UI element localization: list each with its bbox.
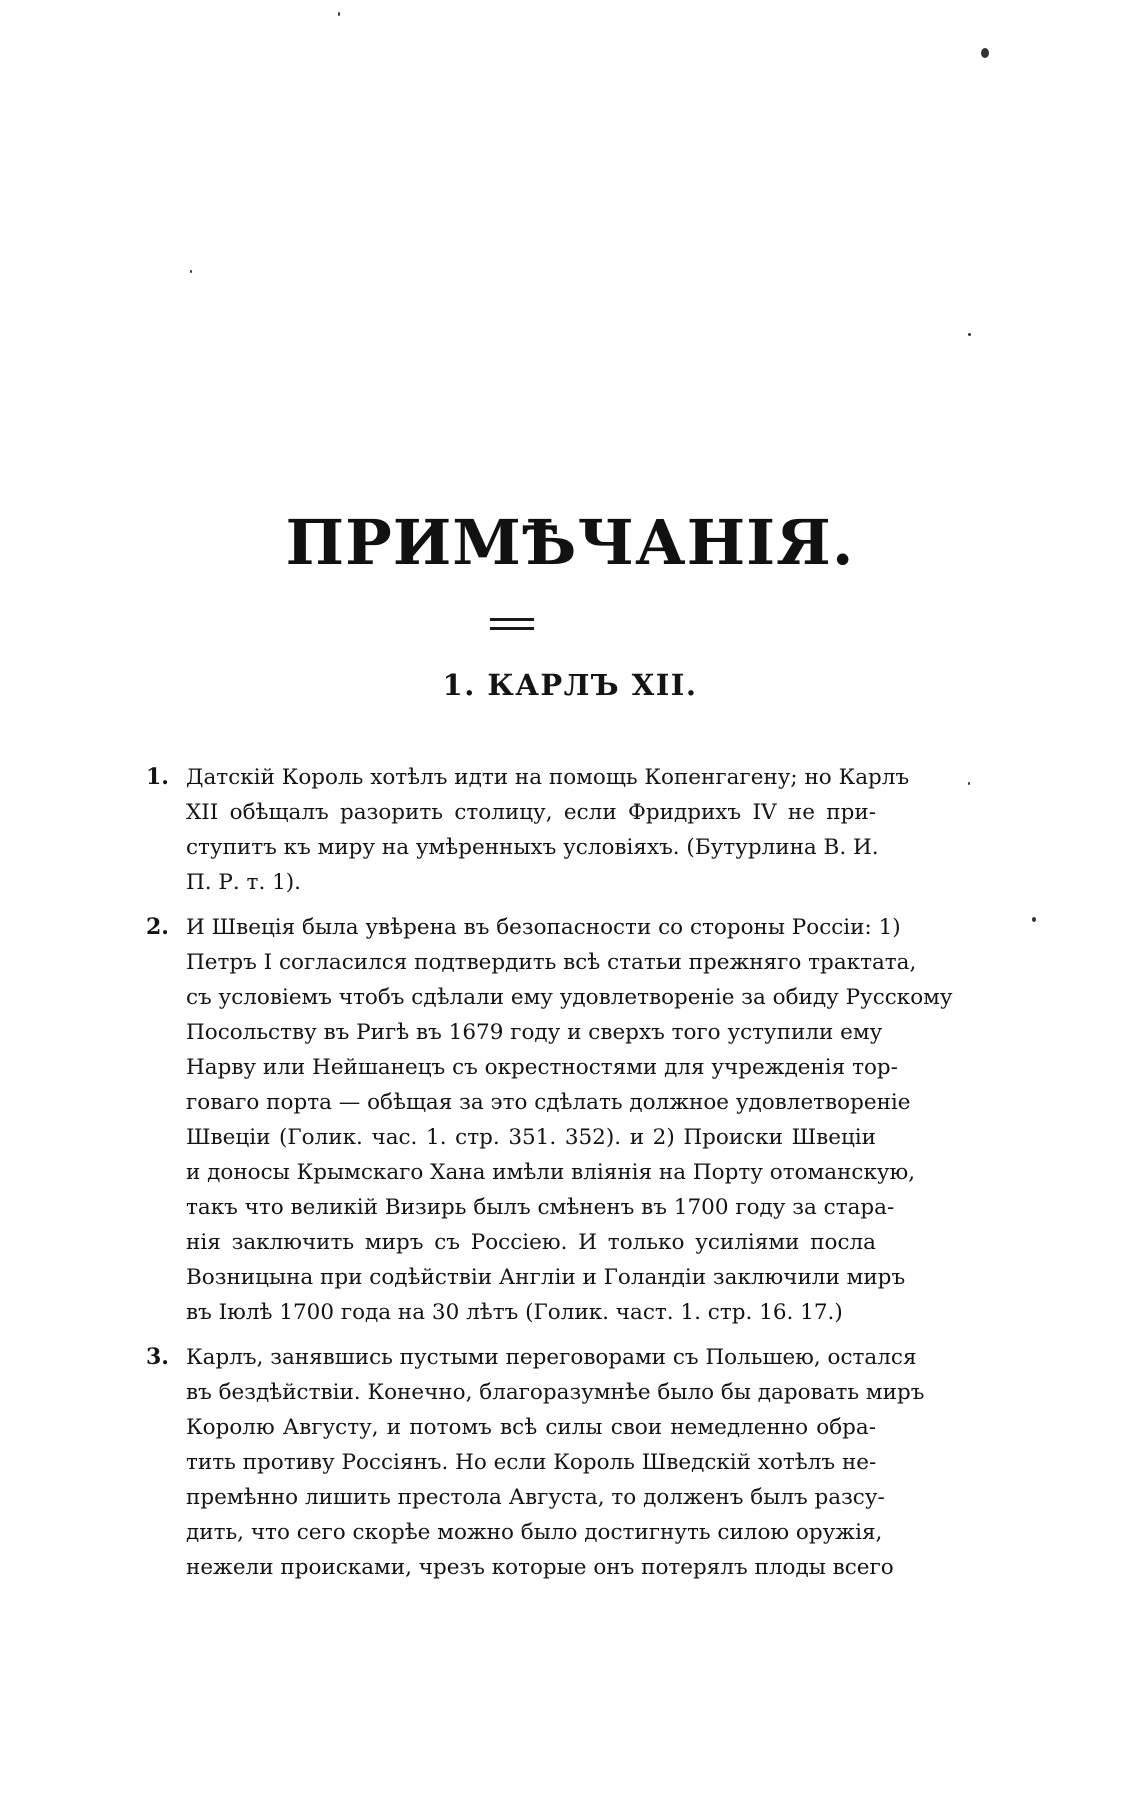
scan-speck bbox=[981, 48, 989, 58]
notes-list bbox=[146, 760, 953, 1595]
section-heading: 1. КАРЛЪ XII. bbox=[442, 668, 698, 702]
note-line: говаго порта — обѣщая за это сдѣлать должное удовлетвореніе bbox=[186, 1090, 911, 1115]
scan-speck bbox=[968, 333, 971, 336]
note-line: нежели происками, чрезъ которые онъ потерялъ плоды всего bbox=[186, 1555, 894, 1580]
note-line: Нарву или Нейшанецъ съ окрестностями для учрежденія тор- bbox=[186, 1055, 898, 1080]
scan-speck bbox=[968, 782, 970, 785]
double-rule-divider bbox=[490, 618, 534, 630]
note-1 bbox=[146, 760, 910, 900]
note-line: Петръ I согласился подтвердить всѣ статьи прежняго трактата, bbox=[186, 950, 917, 975]
note-number: 1. bbox=[146, 764, 169, 790]
note-line: XII обѣщалъ разорить столицу, если Фридрихъ IV не при- bbox=[186, 800, 876, 825]
note-line: Датскій Король хотѣлъ идти на помощь Копенгагену; но Карлъ bbox=[186, 765, 910, 790]
note-line: ступитъ къ миру на умѣренныхъ условіяхъ. (Бутурлина В. И. bbox=[186, 835, 879, 860]
scan-speck bbox=[1032, 917, 1036, 922]
note-line: такъ что великій Визирь былъ смѣненъ въ 1700 году за стара- bbox=[186, 1195, 895, 1220]
note-line: и доносы Крымскаго Хана имѣли вліянія на Порту отоманскую, bbox=[186, 1160, 916, 1185]
note-line: дить, что сего скорѣе можно было достигнуть силою оружія, bbox=[186, 1520, 883, 1545]
page-title: ПРИМѢЧАНІЯ. bbox=[285, 506, 855, 579]
note-line: Возницына при содѣйствіи Англіи и Голандіи заключили миръ bbox=[186, 1265, 906, 1290]
note-2 bbox=[146, 910, 953, 1330]
note-line: премѣнно лишить престола Августа, то долженъ былъ разсу- bbox=[186, 1485, 885, 1510]
note-line: въ Іюлѣ 1700 года на 30 лѣтъ (Голик. част. 1. стр. 16. 17.) bbox=[186, 1300, 843, 1325]
note-line: Королю Августу, и потомъ всѣ силы свои немедленно обра- bbox=[186, 1415, 876, 1440]
note-line: тить противу Россіянъ. Но если Король Шведскій хотѣлъ не- bbox=[186, 1450, 877, 1475]
note-number: 2. bbox=[146, 914, 169, 940]
note-line: съ условіемъ чтобъ сдѣлали ему удовлетвореніе за обиду Русскому bbox=[186, 985, 953, 1010]
scan-speck bbox=[190, 270, 192, 273]
note-line: И Швеція была увѣрена въ безопасности со стороны Россіи: 1) bbox=[186, 915, 901, 940]
note-line: въ бездѣйствіи. Конечно, благоразумнѣе было бы даровать миръ bbox=[186, 1380, 925, 1405]
note-line: П. Р. т. 1). bbox=[186, 870, 302, 895]
note-number: 3. bbox=[146, 1344, 169, 1370]
scan-speck bbox=[338, 12, 340, 16]
note-line: нія заключить миръ съ Россіею. И только усиліями посла bbox=[186, 1230, 876, 1255]
note-3 bbox=[146, 1340, 925, 1585]
note-line: Посольству въ Ригѣ въ 1679 году и сверхъ того уступили ему bbox=[186, 1020, 883, 1045]
note-line: Швеціи (Голик. час. 1. стр. 351. 352). и 2) Происки Швеціи bbox=[186, 1125, 876, 1150]
note-line: Карлъ, занявшись пустыми переговорами съ Польшею, остался bbox=[186, 1345, 917, 1370]
